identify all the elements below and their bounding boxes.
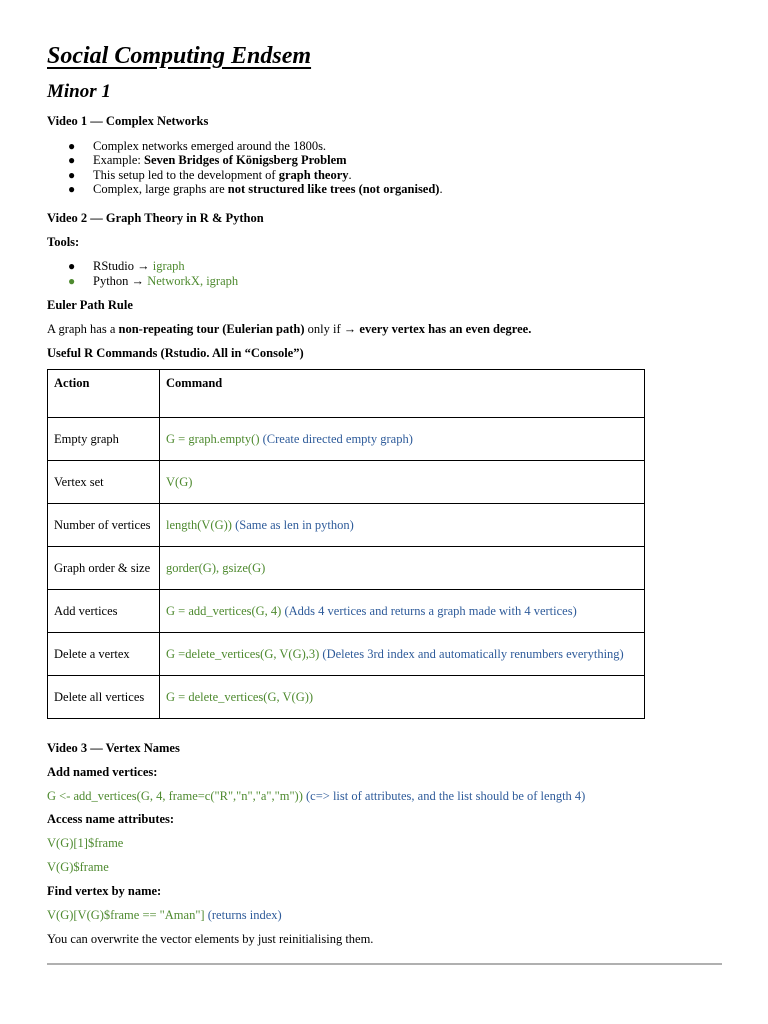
list-item: ● RStudio → igraph (68, 259, 185, 273)
action-cell: Vertex set (48, 461, 160, 504)
command-cell: G = add_vertices(G, 4) (Adds 4 vertices and returns a graph made with 4 vertices) (160, 590, 645, 633)
commands-table (47, 369, 645, 719)
command-cell: V(G) (160, 461, 645, 504)
section-title: Minor 1 (47, 81, 111, 102)
action-cell: Graph order & size (48, 547, 160, 590)
access-code: V(G)[1]$frame (47, 836, 124, 850)
table-header-row (48, 370, 645, 418)
table-row (48, 504, 645, 547)
list-item: ● Complex networks emerged around the 1800s. (68, 139, 327, 153)
add-named-code: G <- add_vertices(G, 4, frame=c("R","n","a","m")) (c=> list of attributes, and the list should be of length 4) (47, 789, 586, 803)
horizontal-rule (47, 963, 722, 965)
video2-heading: Video 2 — Graph Theory in R & Python (47, 211, 264, 225)
table-row (48, 590, 645, 633)
access-label: Access name attributes: (47, 812, 175, 826)
command-cell: G =delete_vertices(G, V(G),3) (Deletes 3rd index and automatically renumbers everything) (160, 633, 645, 676)
video1-heading: Video 1 — Complex Networks (47, 114, 209, 128)
list-item: ● This setup led to the development of graph theory. (68, 168, 352, 182)
bullet-icon: ● (68, 182, 76, 196)
table-row (48, 676, 645, 719)
bullet-icon: ● (68, 139, 76, 153)
command-cell: G = graph.empty() (Create directed empty graph) (160, 418, 645, 461)
bullet-icon: ● (68, 153, 76, 167)
video3-heading: Video 3 — Vertex Names (47, 741, 180, 755)
find-label: Find vertex by name: (47, 884, 162, 898)
table-row (48, 547, 645, 590)
bullet-icon: ● (68, 259, 76, 273)
command-cell: gorder(G), gsize(G) (160, 547, 645, 590)
table-row (48, 461, 645, 504)
action-cell: Add vertices (48, 590, 160, 633)
overwrite-note: You can overwrite the vector elements by just reinitialising them. (47, 932, 374, 946)
tools-label: Tools: (47, 235, 80, 249)
table-row (48, 633, 645, 676)
list-item: ● Example: Seven Bridges of Königsberg Problem (68, 153, 347, 167)
action-cell: Number of vertices (48, 504, 160, 547)
action-cell: Delete a vertex (48, 633, 160, 676)
euler-heading: Euler Path Rule (47, 298, 133, 312)
list-item: ● Python → NetworkX, igraph (68, 274, 239, 288)
list-item: ● Complex, large graphs are not structured like trees (not organised). (68, 182, 443, 196)
bullet-icon: ● (68, 274, 76, 288)
action-cell: Empty graph (48, 418, 160, 461)
euler-rule: A graph has a non-repeating tour (Eulerian path) only if → every vertex has an even degree. (47, 322, 532, 336)
column-header: Action (48, 370, 160, 418)
access-code: V(G)$frame (47, 860, 109, 874)
page-title: Social Computing Endsem (47, 43, 312, 69)
action-cell: Delete all vertices (48, 676, 160, 719)
command-cell: length(V(G)) (Same as len in python) (160, 504, 645, 547)
find-code: V(G)[V(G)$frame == "Aman"] (returns index) (47, 908, 282, 922)
command-cell: G = delete_vertices(G, V(G)) (160, 676, 645, 719)
commands-heading: Useful R Commands (Rstudio. All in “Console”) (47, 346, 304, 360)
bullet-icon: ● (68, 168, 76, 182)
add-named-label: Add named vertices: (47, 765, 158, 779)
column-header: Command (160, 370, 645, 418)
table-row (48, 418, 645, 461)
